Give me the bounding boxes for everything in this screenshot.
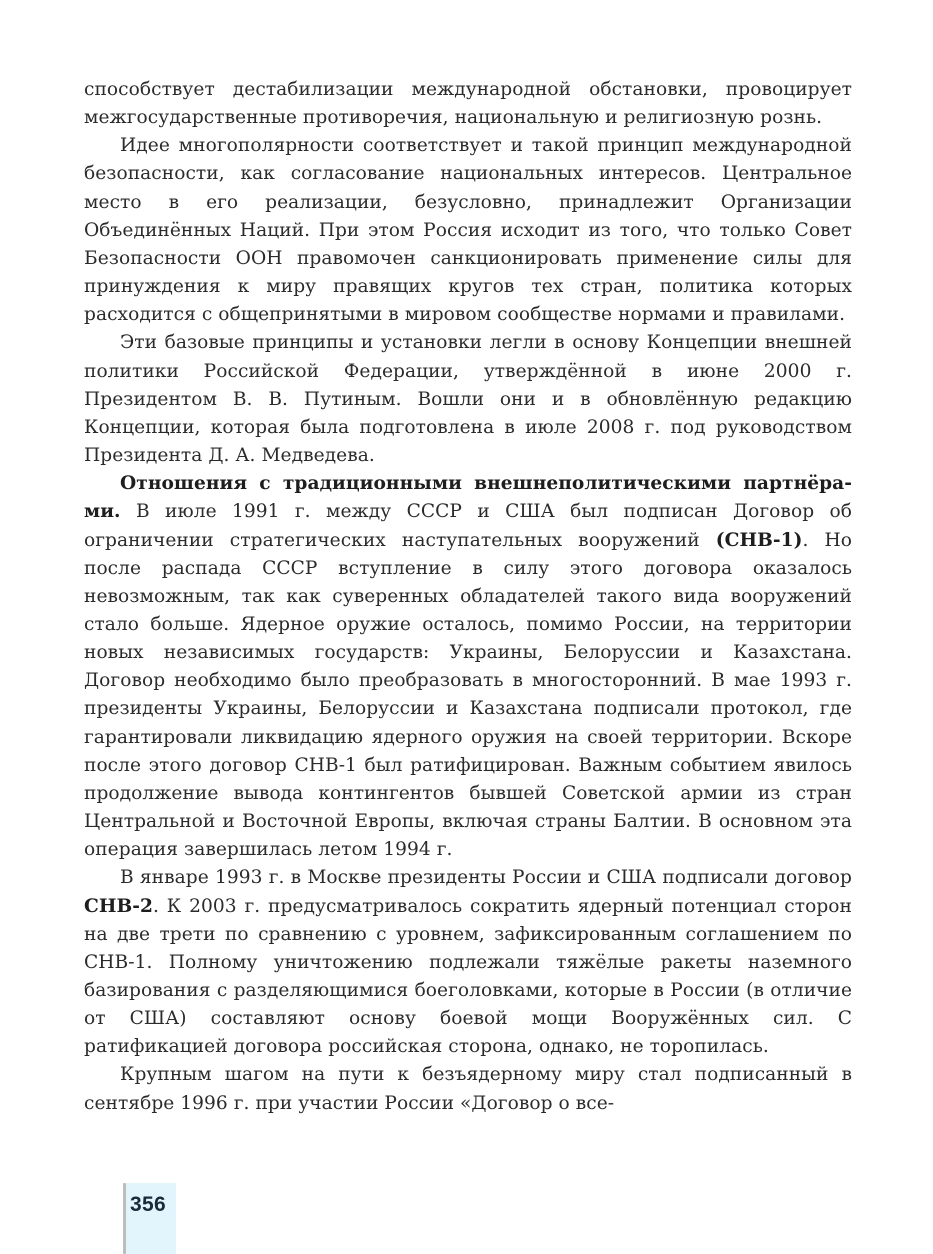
paragraph-6 [84,1061,852,1117]
paragraph-3 [84,329,852,470]
section-heading-inline: Отношения с традиционными внешнеполитическими партнёрами. [84,473,852,523]
paragraph-text: В июле 1991 г. между СССР и США был подписан Договор об ограничении стратегических наступательных вооружений [84,501,852,551]
page-number: 356 [130,1193,166,1216]
paragraph-text: В январе 1993 г. в Москве президенты России и США подписали договор [120,867,852,889]
body-text [84,76,852,1118]
paragraph-text: способствует дестабилизации международной обстановки, провоцирует межгосударственные противоречия, национальную и религиозную рознь. [84,79,852,129]
term-snv2: СНВ-2 [84,895,153,917]
paragraph-text: Идее многополярности соответствует и такой принцип международной безопасности, как согласование национальных интересов. Центральное место в его реализации, безусловно, принадлежит Организации Объединённых Наций. При этом Россия исходит из того, что только Совет Безопасности ООН правомочен санкционировать применение силы для принуждения к миру правящих кругов тех стран, политика которых расходится с общепринятыми в мировом сообществе нормами и правилами. [84,135,852,326]
paragraph-2 [84,132,852,329]
paragraph-1 [84,76,852,132]
paragraph-text: Крупным шагом на пути к безъядерному миру стал подписанный в сентябре 1996 г. при участии России «Договор о все- [84,1064,852,1114]
term-snv1: (СНВ-1) [715,529,803,551]
paragraph-5 [84,864,852,1061]
paragraph-text: . Но после распада СССР вступление в силу этого договора оказалось невозможным, так как суверенных обладателей такого вида вооружений стало больше. Ядерное оружие осталось, помимо России, на территории новых независимых государств: Украины, Белоруссии и Казахстана. Договор необходимо было преобразовать в многосторонний. В мае 1993 г. президенты Украины, Белоруссии и Казахстана подписали протокол, где гарантировали ликвидацию ядерного оружия на своей территории. Вскоре после этого договор СНВ-1 был ратифицирован. Важным событием явилось продолжение вывода контингентов бывшей Советской армии из стран Центральной и Восточной Европы, включая страны Балтии. В основном эта операция завершилась летом 1994 г. [84,529,852,861]
paragraph-text: Эти базовые принципы и установки легли в основу Концепции внешней политики Российской Федерации, утверждённой в июне 2000 г. Президентом В. В. Путиным. Вошли они и в обновлённую редакцию Концепции, которая была подготовлена в июле 2008 г. под руководством Президента Д. А. Медведева. [84,332,852,467]
paragraph-4 [84,470,852,864]
paragraph-text: . К 2003 г. предусматривалось сократить ядерный потенциал сторон на две трети по сравнению с уровнем, зафиксированным соглашением по СНВ-1. Полному уничтожению подлежали тяжёлые ракеты наземного базирования с разделяющимися боеголовками, которые в России (в отличие от США) составляют основу боевой мощи Вооружённых сил. С ратификацией договора российская сторона, однако, не торопилась. [84,895,852,1058]
